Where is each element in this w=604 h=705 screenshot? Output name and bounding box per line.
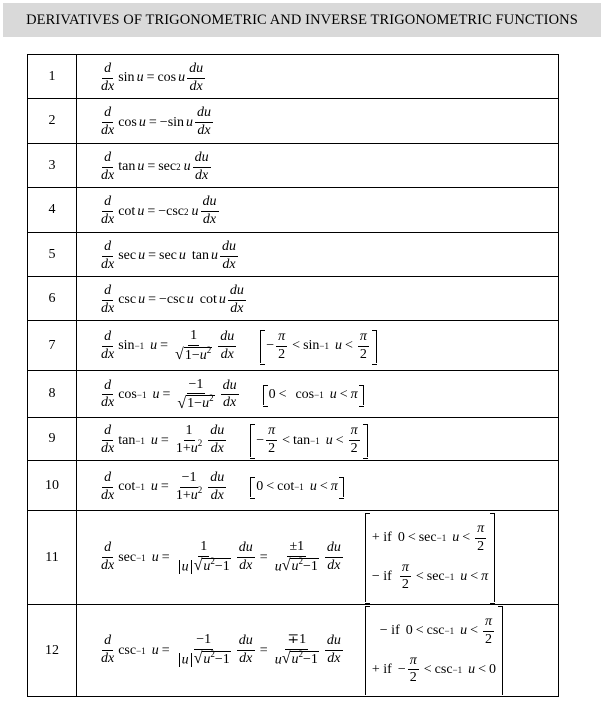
formula: $\frac{d}{dx}$ sec −1 u = 1 u √ $u^2-1$ $\frac{du}{dx}$ = ±1 u √ $u^2-1$ $\frac{du}{dx}$ + if 0 < sec −1 u < $\frac{\pi}{2}$ − if $\frac{\pi}{2}$ < sec −1 u < π xyxy=(97,513,495,602)
row-number: 10 xyxy=(28,461,77,511)
formula: $\frac{d}{dx}$ tan u = sec 2 u $\frac{du}{dx}$ xyxy=(101,149,209,183)
formula-cell xyxy=(77,461,559,511)
formula: $\frac{d}{dx}$ cot −1 u = $\frac{-1}{1+u^2}$ $\frac{du}{dx}$ 0 < cot −1 u < π xyxy=(97,471,344,503)
table-row xyxy=(28,511,559,605)
row-number: 5 xyxy=(28,233,77,277)
table-row xyxy=(28,144,559,188)
formula-cell xyxy=(77,511,559,605)
row-number: 2 xyxy=(28,99,77,144)
formula-cell xyxy=(77,99,559,144)
row-number: 6 xyxy=(28,277,77,321)
formula-cell xyxy=(77,605,559,697)
domain-bracket: 0 < cot −1 u < π xyxy=(250,477,344,497)
table-row xyxy=(28,418,559,461)
page-title-banner xyxy=(3,3,601,37)
domain-bracket: + if 0 < sec −1 u < $\frac{\pi}{2}$ − if $\frac{\pi}{2}$ < sec −1 u < π xyxy=(365,513,495,602)
domain-bracket: − $\frac{\pi}{2}$ < sin −1 u < $\frac{\pi}{2}$ xyxy=(260,330,377,362)
row-number: 7 xyxy=(28,321,77,371)
formula: $\frac{d}{dx}$ sec u = sec u tan u $\frac{du}{dx}$ xyxy=(101,238,237,272)
table-row xyxy=(28,605,559,697)
formula: $\frac{d}{dx}$ csc −1 u = −1 u √ $u^2-1$ $\frac{du}{dx}$ = ∓1 u √ $u^2-1$ $\frac{du}{dx}$ − if 0 < csc −1 u < $\frac{\pi}{2}$ + if − $\frac{\pi}{2}$ < csc −1 u < 0 xyxy=(97,606,503,695)
row-number: 12 xyxy=(28,605,77,697)
row-number: 8 xyxy=(28,371,77,418)
row-number: 11 xyxy=(28,511,77,605)
table-row xyxy=(28,371,559,418)
formula-cell xyxy=(77,144,559,188)
formula: $\frac{d}{dx}$ cos −1 u = −1 √ $1-u^2$ $\frac{du}{dx}$ 0 < cos −1 u < π xyxy=(97,378,364,413)
page-title: DERIVATIVES OF TRIGONOMETRIC AND INVERSE TRIGONOMETRIC FUNCTIONS xyxy=(26,11,578,28)
formula-cell xyxy=(77,277,559,321)
row-number: 3 xyxy=(28,144,77,188)
domain-bracket: − $\frac{\pi}{2}$ < tan −1 u < $\frac{\pi}{2}$ xyxy=(250,424,367,456)
formula: $\frac{d}{dx}$ cot u = −csc 2 u $\frac{du}{dx}$ xyxy=(101,194,217,227)
table-row xyxy=(28,321,559,371)
formula-cell xyxy=(77,371,559,418)
domain-bracket: − if 0 < csc −1 u < $\frac{\pi}{2}$ + if − $\frac{\pi}{2}$ < csc −1 u < 0 xyxy=(365,606,503,695)
formula: $\frac{d}{dx}$ csc u = −csc u cot u $\frac{du}{dx}$ xyxy=(101,282,244,316)
table-row xyxy=(28,188,559,233)
formula-cell xyxy=(77,418,559,461)
table-row xyxy=(28,233,559,277)
derivatives-table xyxy=(27,54,559,697)
table-row xyxy=(28,461,559,511)
formula: $\frac{d}{dx}$ sin −1 u = 1 √ $1-u^2$ $\frac{du}{dx}$ − $\frac{\pi}{2}$ < sin −1 u < $\frac{\pi}{2}$ xyxy=(97,329,377,364)
domain-bracket: 0 < cos −1 u < π xyxy=(263,385,364,405)
row-number: 9 xyxy=(28,418,77,461)
formula: $\frac{d}{dx}$ cos u = −sin u $\frac{du}{dx}$ xyxy=(101,105,212,138)
table-row xyxy=(28,277,559,321)
formula-cell xyxy=(77,233,559,277)
table-row xyxy=(28,99,559,144)
formula-cell xyxy=(77,55,559,99)
row-number: 4 xyxy=(28,188,77,233)
row-number: 1 xyxy=(28,55,77,99)
formula: $\frac{d}{dx}$ tan −1 u = $\frac{1}{1+u^2}$ $\frac{du}{dx}$ − $\frac{\pi}{2}$ < tan −1 u < $\frac{\pi}{2}$ xyxy=(97,424,368,456)
formula: $\frac{d}{dx}$ sin u = cos u $\frac{du}{dx}$ xyxy=(101,60,204,94)
formula-cell xyxy=(77,188,559,233)
table-row xyxy=(28,55,559,99)
formula-cell xyxy=(77,321,559,371)
